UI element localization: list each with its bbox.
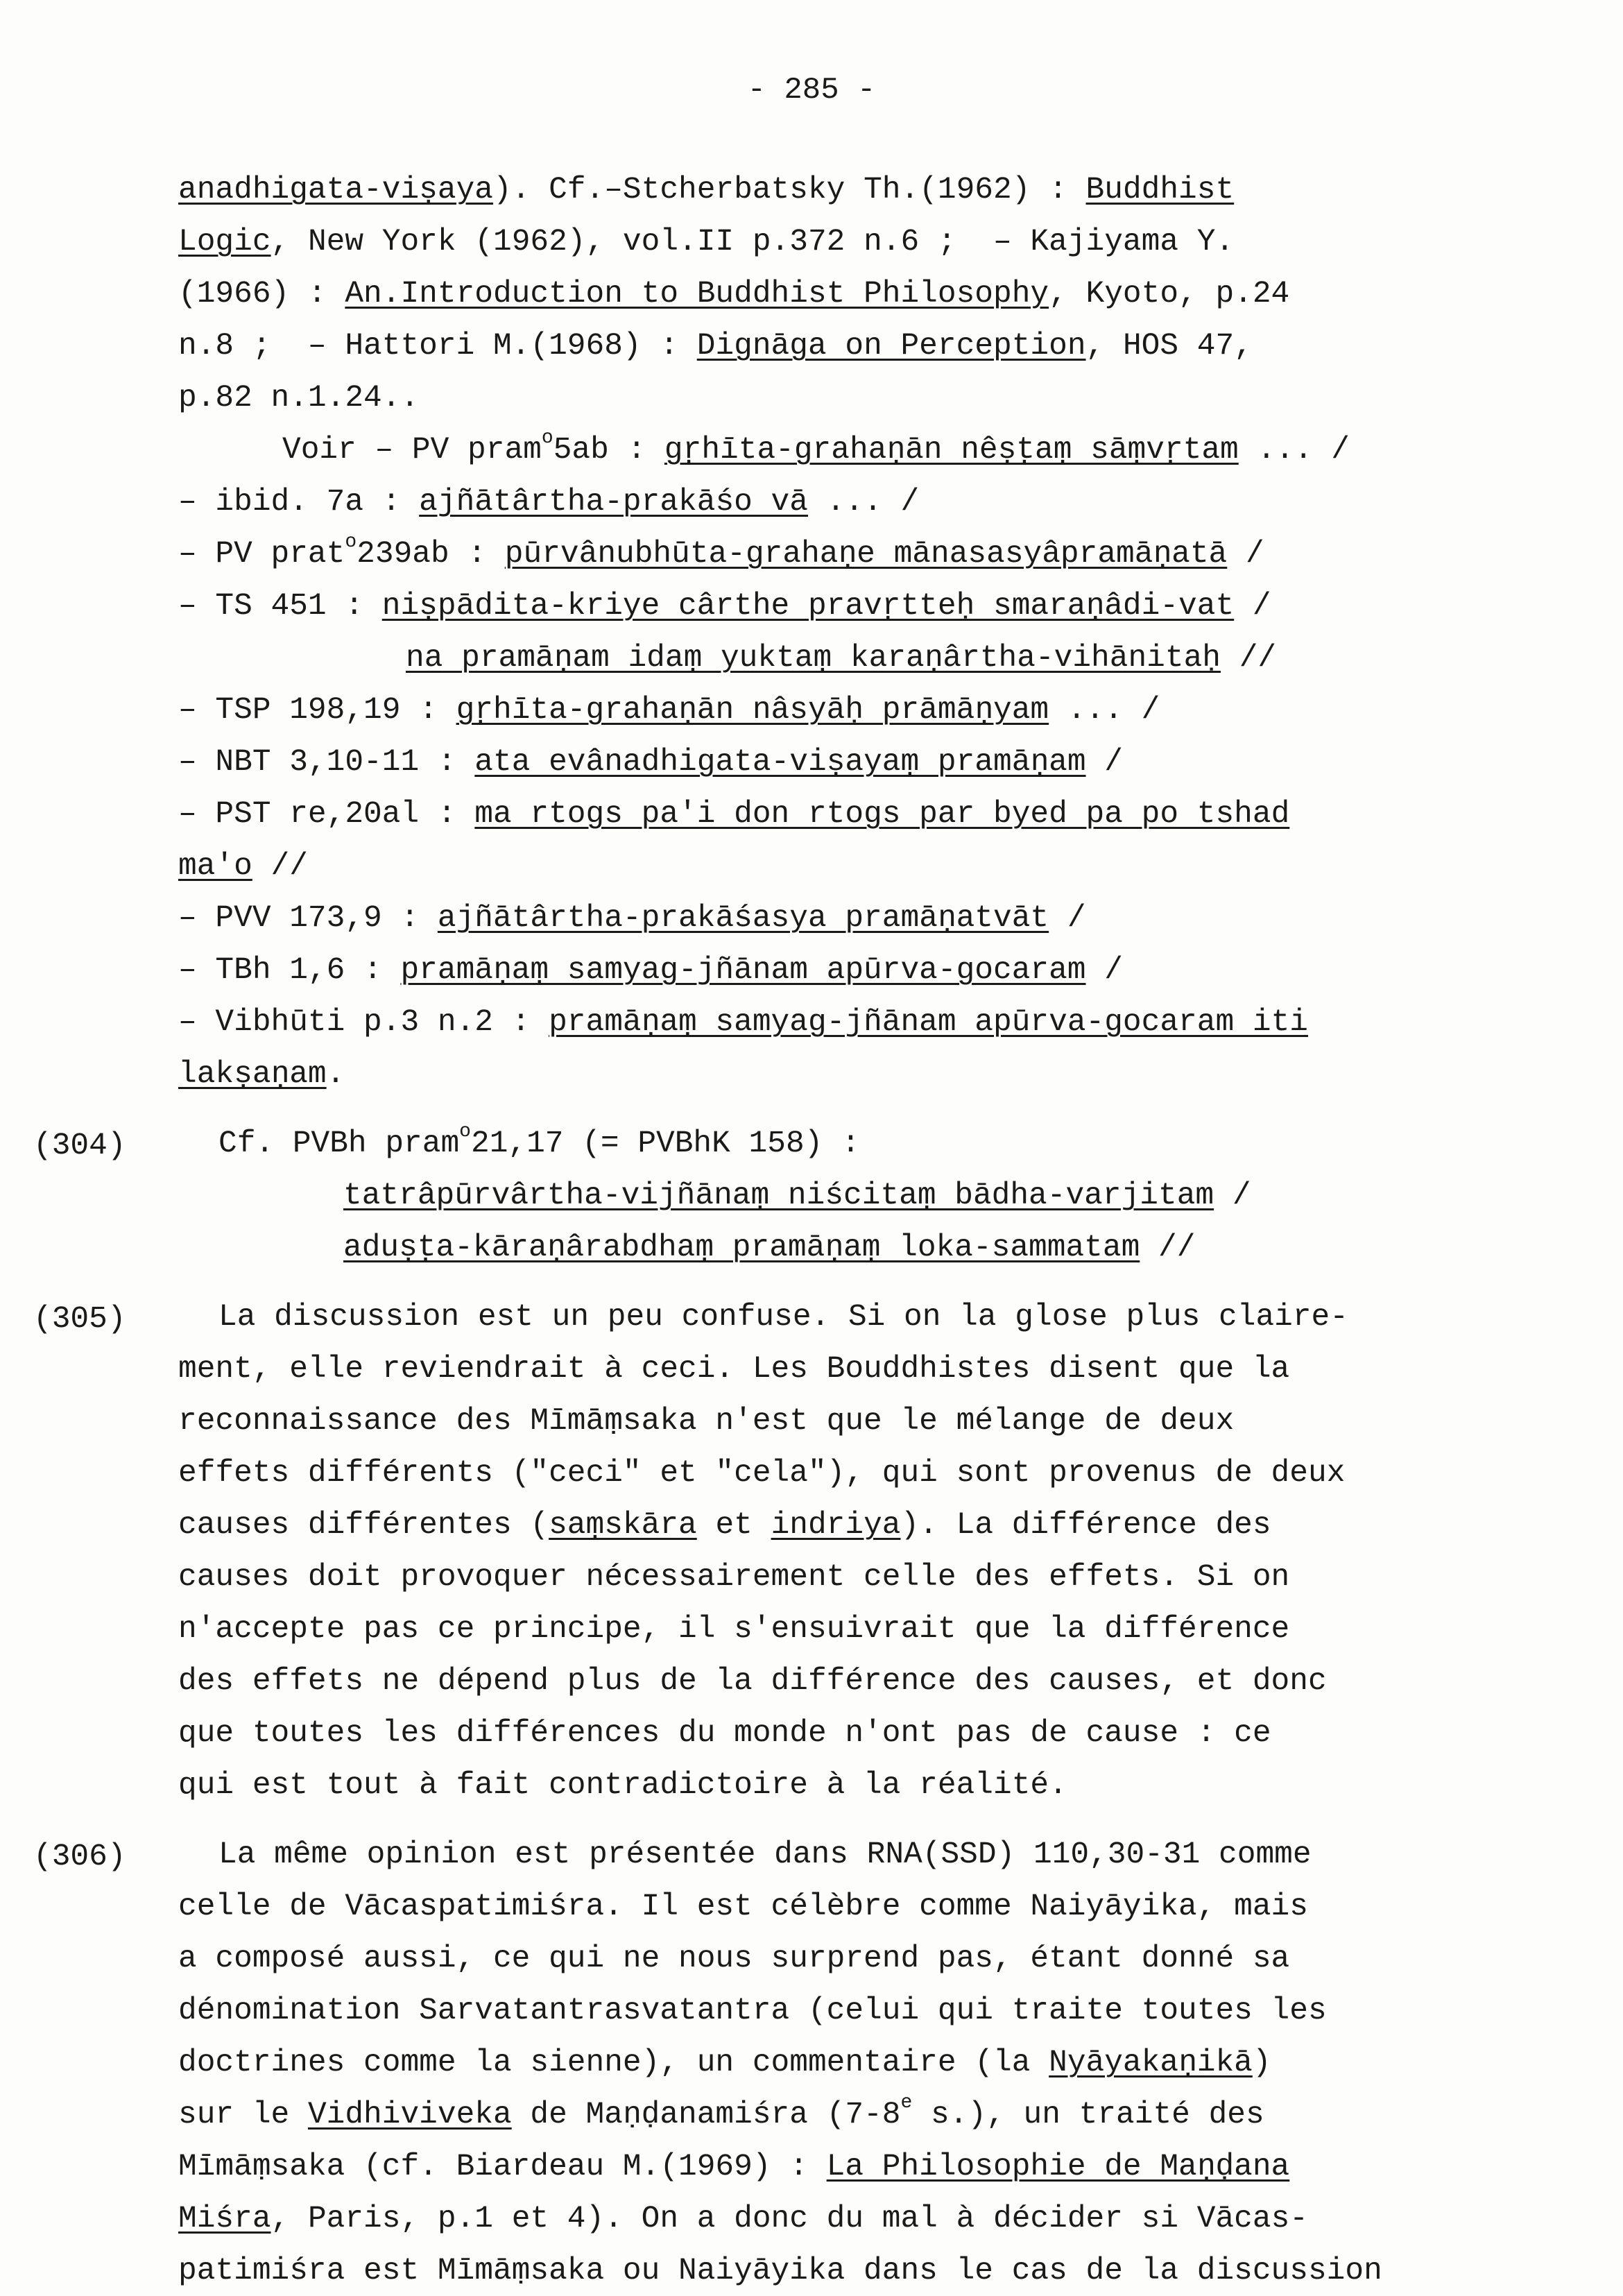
book-title: An.Introduction to Buddhist Philosophy xyxy=(345,277,1049,311)
superscript: o xyxy=(345,531,357,553)
text: – ibid. 7a : xyxy=(178,485,420,520)
note-line: effets différents ("ceci" et "cela"), qui sont provenus de deux xyxy=(178,1456,1346,1491)
note-line: a composé aussi, ce qui ne nous surprend pas, étant donné sa xyxy=(178,1942,1290,1976)
note-line xyxy=(178,2048,1271,2079)
quote: pūrvânubhūta-grahaṇe mānasasyâpramāṇatā xyxy=(504,537,1228,572)
text: // xyxy=(252,849,308,884)
citation-line xyxy=(178,799,1289,830)
superscript: e xyxy=(900,2092,913,2114)
citation-line xyxy=(178,747,1123,778)
text: . xyxy=(326,1057,345,1092)
note-number: (304) xyxy=(33,1129,126,1163)
book-title: Dignāga on Perception xyxy=(696,329,1086,363)
note-line xyxy=(178,2152,1289,2183)
text: // xyxy=(1221,641,1277,676)
note-line: n'accepte pas ce principe, il s'ensuivrait que la différence xyxy=(178,1612,1290,1647)
note-line xyxy=(218,1121,860,1161)
text: de Maṇḍanamiśra (7-8 xyxy=(511,2098,901,2132)
text: / xyxy=(1085,953,1123,988)
quote: gṛhīta-grahaṇān nêṣṭaṃ sāṃvṛtam xyxy=(664,433,1239,468)
quote: aduṣṭa-kāraṇârabdhaṃ pramāṇaṃ loka-sammatam xyxy=(343,1231,1140,1265)
citation-line xyxy=(178,591,1271,622)
note-line: qui est tout à fait contradictoire à la réalité. xyxy=(178,1768,1067,1803)
text: / xyxy=(1234,589,1271,624)
citation-line xyxy=(178,531,1264,572)
quote: pramāṇaṃ samyag-jñānam apūrva-gocaram xyxy=(400,953,1086,988)
text: Cf. PVBh pram xyxy=(218,1126,460,1161)
book-title: Nyāyakaṇikā xyxy=(1049,2046,1253,2080)
note-line xyxy=(178,331,1253,362)
quote: niṣpādita-kriye cârthe pravṛtteḥ smaraṇâdi-vat xyxy=(381,589,1235,624)
text: Mīmāṃsaka (cf. Biardeau M.(1969) : xyxy=(178,2150,827,2184)
text: – PVV 173,9 : xyxy=(178,901,438,936)
text: , New York (1962), vol.II p.372 n.6 ; – Kajiyama Y. xyxy=(270,225,1235,259)
note-line xyxy=(178,175,1234,206)
note-line: des effets ne dépend plus de la différence des causes, et donc xyxy=(178,1664,1327,1699)
note-line xyxy=(178,2092,1264,2132)
text: / xyxy=(1085,745,1123,780)
text: – Vibhūti p.3 n.2 : xyxy=(178,1005,549,1040)
quote: ajñātârtha-prakāśasya pramāṇatvāt xyxy=(437,901,1049,936)
book-title: La Philosophie de Maṇḍana xyxy=(826,2150,1290,2184)
text: 239ab : xyxy=(357,537,505,572)
quote: ata evânadhigata-viṣayaṃ pramāṇam xyxy=(474,745,1086,780)
text: – TS 451 : xyxy=(178,589,382,624)
note-number: (306) xyxy=(33,1840,126,1874)
note-line: ment, elle reviendrait à ceci. Les Bouddhistes disent que la xyxy=(178,1352,1290,1387)
text: ). La différence des xyxy=(900,1508,1271,1543)
term: indriya xyxy=(771,1508,901,1543)
quote: tatrâpūrvârtha-vijñānaṃ niścitaṃ bādha-varjitam xyxy=(343,1179,1214,1213)
quote: pramāṇaṃ samyag-jñānam apūrva-gocaram iti xyxy=(549,1005,1308,1040)
text: 5ab : xyxy=(553,433,664,468)
verse-line xyxy=(343,1181,1251,1212)
note-line: celle de Vācaspatimiśra. Il est célèbre comme Naiyāyika, mais xyxy=(178,1890,1308,1924)
note-line: dénomination Sarvatantrasvatantra (celui qui traite toutes les xyxy=(178,1994,1327,2028)
note-line xyxy=(178,2204,1308,2235)
text: , HOS 47, xyxy=(1085,329,1253,363)
note-line xyxy=(178,383,419,414)
note-line xyxy=(178,1510,1271,1541)
quote: lakṣaṇam xyxy=(178,1057,327,1092)
quote: ma rtogs pa'i don rtogs par byed pa po tshad xyxy=(474,797,1290,832)
text: ... / xyxy=(1238,433,1350,468)
text: sur le xyxy=(178,2098,308,2132)
text: // xyxy=(1140,1231,1196,1265)
note-line xyxy=(178,279,1289,310)
text: doctrines comme la sienne), un commentaire (la xyxy=(178,2046,1049,2080)
text: – TBh 1,6 : xyxy=(178,953,401,988)
term: anadhigata-viṣaya xyxy=(178,173,493,207)
note-line: causes doit provoquer nécessairement celle des effets. Si on xyxy=(178,1560,1290,1595)
note-line xyxy=(178,227,1234,258)
note-line: reconnaissance des Mīmāṃsaka n'est que le mélange de deux xyxy=(178,1404,1235,1439)
citation-line xyxy=(178,695,1160,726)
text: Voir – PV pram xyxy=(282,433,542,468)
text: 21,17 (= PVBhK 158) : xyxy=(470,1126,860,1161)
citation-line xyxy=(178,955,1123,986)
note-line: La discussion est un peu confuse. Si on la glose plus claire- xyxy=(218,1300,1348,1335)
quote: ma'o xyxy=(178,849,252,884)
text: , Kyoto, p.24 xyxy=(1049,277,1290,311)
text: ... / xyxy=(807,485,920,520)
text: ). Cf.–Stcherbatsky Th.(1962) : xyxy=(492,173,1086,207)
text: n.8 ; – Hattori M.(1968) : xyxy=(178,329,697,363)
text: – NBT 3,10-11 : xyxy=(178,745,475,780)
text: / xyxy=(1214,1179,1251,1213)
superscript: o xyxy=(541,427,553,449)
text: et xyxy=(696,1508,771,1543)
text: (1966) : xyxy=(178,277,345,311)
book-title: Logic xyxy=(178,225,271,259)
verse-line xyxy=(343,1233,1195,1264)
text: – PST re,20al : xyxy=(178,797,475,832)
book-title: Vidhiviveka xyxy=(307,2098,512,2132)
citation-line xyxy=(406,643,1276,674)
text: / xyxy=(1049,901,1086,936)
term: saṃskāra xyxy=(549,1508,697,1543)
text: ) xyxy=(1252,2046,1271,2080)
citation-line xyxy=(178,487,919,518)
text: ... / xyxy=(1049,693,1160,728)
text: – PV prat xyxy=(178,537,345,572)
text: , Paris, p.1 et 4). On a donc du mal à décider si Vācas- xyxy=(270,2202,1308,2236)
page-number: - 285 - xyxy=(747,73,876,108)
note-line: La même opinion est présentée dans RNA(SSD) 110,30-31 comme xyxy=(218,1837,1312,1872)
text: causes différentes ( xyxy=(178,1508,549,1543)
note-number: (305) xyxy=(33,1302,126,1337)
note-line xyxy=(178,2256,1382,2287)
citation-line xyxy=(282,427,1350,468)
quote: gṛhīta-grahaṇān nâsyāḥ prāmāṇyam xyxy=(456,693,1049,728)
citation-line xyxy=(178,903,1086,934)
note-line: que toutes les différences du monde n'ont pas de cause : ce xyxy=(178,1716,1271,1751)
text: / xyxy=(1227,537,1264,572)
book-title: Buddhist xyxy=(1085,173,1235,207)
superscript: o xyxy=(459,1121,471,1142)
text: p.82 n.1.24.. xyxy=(178,381,420,415)
quote: na pramāṇam idaṃ yuktaṃ karaṇârtha-vihānitaḥ xyxy=(406,641,1221,676)
text: patimiśra est Mīmāṃsaka ou Naiyāyika dans le cas de la discussion xyxy=(178,2254,1382,2288)
citation-line xyxy=(178,1007,1308,1038)
citation-line xyxy=(178,851,308,882)
citation-line xyxy=(178,1059,345,1090)
book-title: Miśra xyxy=(178,2202,271,2236)
quote: ajñātârtha-prakāśo vā xyxy=(419,485,808,520)
text: s.), un traité des xyxy=(912,2098,1264,2132)
text: – TSP 198,19 : xyxy=(178,693,456,728)
